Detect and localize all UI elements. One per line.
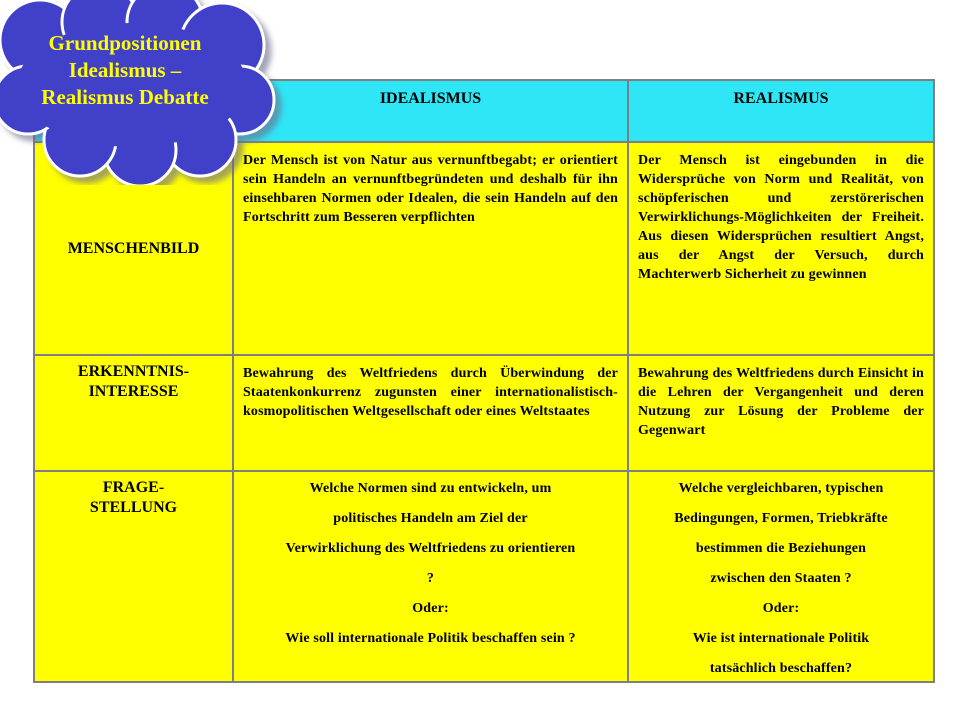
cell-text: Bewahrung des Weltfriedens durch Einsicht in die Lehren der Vergangenheit und deren Nutzung zur Lösung der Probleme der Gegenwart — [638, 366, 924, 438]
cell-line: bestimmen die Beziehungen — [695, 541, 867, 556]
cloud-title-line: Realismus Debatte — [41, 85, 209, 109]
cell-line: Welche Normen sind zu entwickeln, um — [309, 481, 552, 496]
cloud-title-line: Grundpositionen — [48, 31, 202, 55]
row-label-text: MENSCHENBILD — [67, 239, 200, 257]
row-label-line: INTERESSE — [88, 383, 179, 400]
cell-line: Welche vergleichbaren, typischen — [678, 481, 884, 496]
cell-erkenntnis-realismus — [629, 356, 933, 470]
cell-text: Bewahrung des Weltfriedens durch Überwindung der Staatenkonkurrenz zugunsten einer internationalistisch-kosmopolitischen Weltgesellschaft oder eines Weltstaates — [243, 366, 618, 419]
cell-line: tatsächlich beschaffen? — [709, 661, 853, 676]
cell-menschenbild-idealismus — [234, 143, 627, 354]
title-cloud-text — [0, 30, 250, 111]
cell-line: Wie ist internationale Politik — [692, 631, 870, 646]
header-realismus-label: REALISMUS — [733, 90, 829, 107]
cell-frage-realismus — [629, 472, 933, 681]
cell-line: politisches Handeln am Ziel der — [333, 511, 528, 526]
cell-text: Der Mensch ist von Natur aus vernunftbegabt; er orientiert sein Handeln an vernunftbegründeten und deshalb für ihn einsehbaren Normen oder Idealen, die sein Handeln auf den Fortschritt zum Besseren verpflichten — [243, 153, 618, 225]
cell-menschenbild-realismus — [629, 143, 933, 354]
header-realismus — [629, 81, 933, 141]
cell-line: Bedingungen, Formen, Triebkräfte — [674, 511, 888, 526]
row-label-fragestellung — [35, 472, 232, 681]
row-label-erkenntnisinteresse — [35, 356, 232, 470]
header-idealismus — [234, 81, 627, 141]
row-label-line: ERKENNTNIS- — [77, 363, 190, 380]
header-idealismus-label: IDEALISMUS — [379, 90, 482, 107]
cell-line: Verwirklichung des Weltfriedens zu orientieren — [285, 541, 576, 556]
cell-text: Der Mensch ist eingebunden in die Widersprüche von Norm und Realität, von schöpferischen und zerstörerischen Verwirklichungs-Möglichkeiten der Freiheit. Aus diesen Widersprüchen resultiert Angst, aus der Angst der Versuch, durch Machterwerb Sicherheit zu gewinnen — [638, 153, 924, 282]
row-label-line: STELLUNG — [89, 499, 178, 516]
cloud-title-line: Idealismus – — [68, 58, 182, 82]
row-label-line: FRAGE- — [102, 479, 165, 496]
cell-frage-idealismus — [234, 472, 627, 681]
cell-erkenntnis-idealismus — [234, 356, 627, 470]
cell-line: Wie soll internationale Politik beschaffen sein ? — [285, 631, 576, 646]
cell-line: zwischen den Staaten ? — [710, 571, 852, 586]
cell-line: ? — [426, 571, 435, 586]
cell-line: Oder: — [412, 601, 449, 616]
cell-line: Oder: — [762, 601, 800, 616]
